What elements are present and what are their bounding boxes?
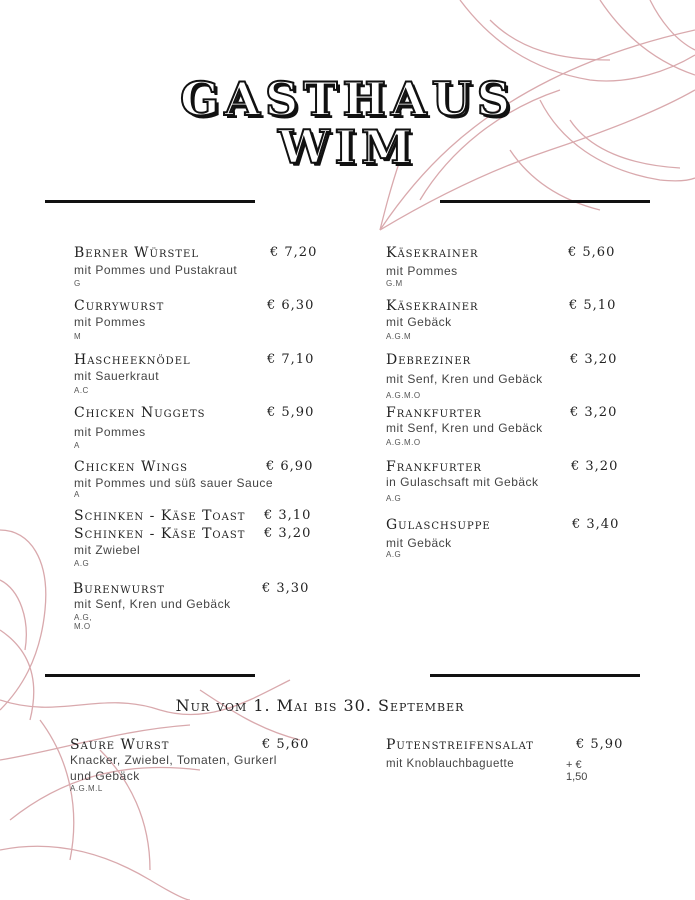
allergen-code: G	[74, 279, 81, 288]
menu-item-price: € 3,20	[571, 459, 619, 474]
allergen-code: A.G.M.O	[386, 438, 421, 447]
menu-item-name: Burenwurst	[73, 581, 166, 597]
menu-item-description: mit Knoblauchbaguette	[386, 758, 515, 770]
menu-item-description: mit Senf, Kren und Gebäck	[386, 372, 543, 386]
allergen-code: A.G, M.O	[74, 613, 93, 631]
menu-item-price: € 3,30	[262, 581, 310, 596]
allergen-code: A.C	[74, 386, 89, 395]
divider-top-left	[45, 200, 255, 203]
menu-item-description-cont: und Gebäck	[70, 769, 140, 783]
menu-item-price: € 6,90	[266, 459, 314, 474]
menu-item-description: mit Pommes	[386, 264, 458, 278]
allergen-code: A.G	[386, 550, 402, 559]
divider-bottom-right	[430, 674, 640, 677]
menu-item-price: € 7,10	[267, 352, 315, 367]
menu-item-price: € 5,90	[576, 737, 624, 752]
menu-item-name: Currywurst	[74, 298, 165, 314]
menu-item-name: Frankfurter	[386, 459, 482, 475]
menu-item-name: Putenstreifensalat	[386, 737, 534, 753]
menu-item-name: Chicken Wings	[74, 459, 188, 475]
menu-item-description: mit Pommes	[74, 315, 146, 329]
menu-item-description: Knacker, Zwiebel, Tomaten, Gurkerl	[70, 753, 277, 767]
seasonal-heading: Nur vom 1. Mai bis 30. September	[175, 696, 465, 715]
allergen-code: A.G	[386, 494, 402, 503]
allergen-code: A	[74, 490, 80, 499]
menu-item-description: mit Pommes	[74, 425, 146, 439]
menu-item-name: Käsekrainer	[386, 245, 479, 261]
menu-item-description: mit Senf, Kren und Gebäck	[74, 597, 231, 611]
menu-item-description: mit Pommes und süß sauer Sauce	[74, 476, 274, 490]
allergen-code: A.G	[74, 559, 90, 568]
menu-item-name: Chicken Nuggets	[74, 405, 206, 421]
menu-item-price: € 7,20	[270, 245, 318, 260]
divider-bottom-left	[45, 674, 255, 677]
menu-item-price: € 3,20	[264, 526, 312, 541]
menu-item-price: € 5,90	[267, 405, 315, 420]
menu-item-price: € 3,20	[570, 352, 618, 367]
menu-item-price: € 3,10	[264, 508, 312, 523]
allergen-code: A.G.M	[386, 332, 412, 341]
menu-item-name: Frankfurter	[386, 405, 482, 421]
menu-item-name: Schinken - Käse Toast	[74, 526, 246, 542]
allergen-code: A.G.M.L	[70, 784, 103, 793]
menu-item-price: € 5,10	[569, 298, 617, 313]
menu-item-description: mit Senf, Kren und Gebäck	[386, 421, 543, 435]
menu-item-price: € 3,40	[572, 517, 620, 532]
menu-item-name: Debreziner	[386, 352, 472, 368]
menu-item-price: € 6,30	[267, 298, 315, 313]
allergen-code: A	[74, 441, 80, 450]
menu-item-description: mit Zwiebel	[74, 543, 141, 557]
menu-item-price: € 3,20	[570, 405, 618, 420]
menu-item-description: mit Gebäck	[386, 315, 452, 329]
restaurant-title-line2: WIM	[277, 120, 418, 174]
menu-item-name: Käsekrainer	[386, 298, 479, 314]
menu-item-name: Saure Wurst	[70, 737, 170, 753]
menu-item-description: mit Gebäck	[386, 536, 452, 550]
menu-item-name: Schinken - Käse Toast	[74, 508, 246, 524]
menu-item-description: mit Pommes und Pustakraut	[74, 263, 238, 277]
menu-item-name: Berner Würstel	[74, 245, 199, 261]
menu-item-description: in Gulaschsaft mit Gebäck	[386, 475, 539, 489]
allergen-code: A.G.M.O	[386, 391, 421, 400]
menu-item-name: Hascheeknödel	[74, 352, 191, 368]
allergen-code: M	[74, 332, 82, 341]
extra-price: + € 1,50	[566, 759, 588, 783]
divider-top-right	[440, 200, 650, 203]
menu-item-price: € 5,60	[262, 737, 310, 752]
allergen-code: G.M	[386, 279, 403, 288]
restaurant-title-line1: GASTHAUS	[180, 72, 515, 126]
menu-item-description: mit Sauerkraut	[74, 369, 160, 383]
menu-item-price: € 5,60	[568, 245, 616, 260]
menu-item-name: Gulaschsuppe	[386, 517, 491, 533]
